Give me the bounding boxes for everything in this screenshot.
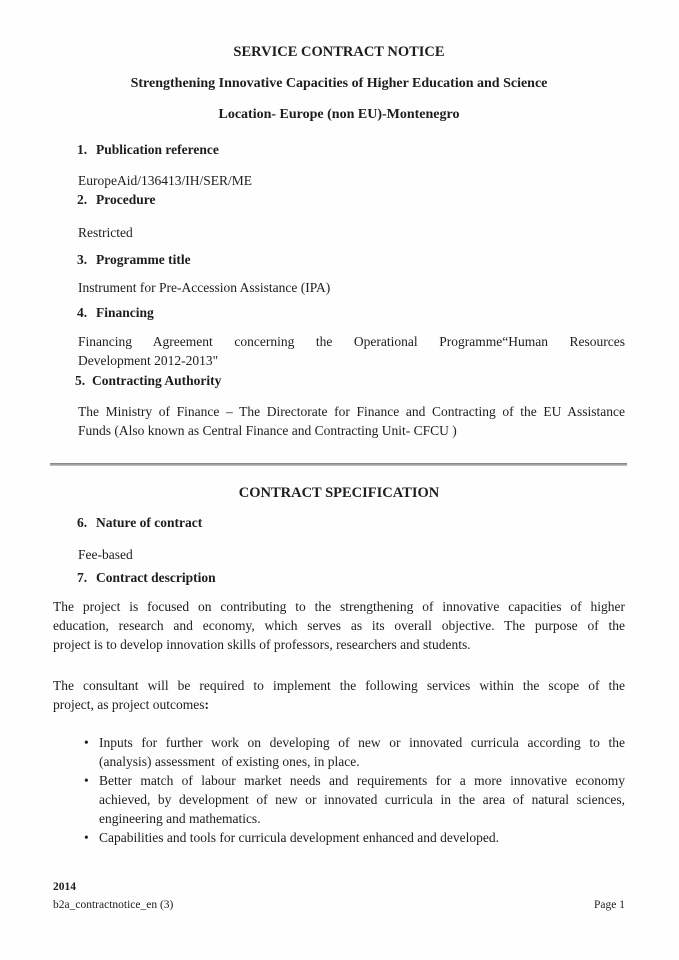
section-7-paragraph-2: [53, 676, 625, 714]
section-2-body: Restricted: [78, 225, 133, 240]
section-7-paragraph-1: [53, 597, 625, 654]
bullet-item: [53, 733, 625, 771]
bullet-item: [53, 771, 625, 828]
bullet-line: (analysis) assessment of existing ones, in place.: [99, 754, 360, 769]
footer-page-number: Page 1: [594, 899, 625, 911]
section-1-heading: [53, 140, 625, 159]
section-5-body-line: The Ministry of Finance – The Directorate for Finance and Contracting of the EU Assistance: [78, 404, 625, 419]
section-5-body: [78, 402, 625, 440]
section-5-body-line: Funds (Also known as Central Finance and Contracting Unit- CFCU ): [78, 423, 457, 438]
contract-specification-title: CONTRACT SPECIFICATION: [238, 485, 440, 501]
section-7-number: 7.: [77, 570, 88, 585]
section-6-body: Fee-based: [78, 547, 133, 562]
bullet-line: • Better match of labour market needs and requirements for a more innovative economy: [99, 773, 625, 788]
outcomes-bullet-list: [53, 733, 625, 847]
section-4-body-line: Development 2012-2013": [78, 353, 219, 368]
bullet-line: achieved, by development of new or innovated curricula in the area of natural sciences,: [99, 792, 625, 807]
paragraph-line: The consultant will be required to implement the following services within the scope of the: [53, 678, 625, 693]
section-2-heading: [53, 190, 625, 209]
paragraph-line: project is to develop innovation skills of professors, researchers and students.: [53, 637, 471, 652]
paragraph-line: [53, 695, 625, 714]
bullet-item: [53, 828, 625, 847]
section-3-title: Programme title: [96, 252, 191, 267]
section-2-title: Procedure: [96, 192, 156, 207]
section-4-title: Financing: [96, 305, 154, 320]
document-title: SERVICE CONTRACT NOTICE: [233, 44, 445, 60]
document-content: [0, 43, 679, 847]
section-1-body: EuropeAid/136413/IH/SER/ME: [78, 173, 252, 188]
section-3-heading: [53, 250, 625, 269]
bullet-line: • Capabilities and tools for curricula development enhanced and developed.: [99, 830, 499, 845]
section-6-heading: [53, 513, 625, 532]
footer-row: [53, 898, 625, 913]
section-6-number: 6.: [77, 515, 88, 530]
section-3-number: 3.: [77, 252, 88, 267]
section-6-title: Nature of contract: [96, 515, 203, 530]
paragraph-colon: :: [204, 697, 209, 712]
page-footer: [53, 880, 625, 913]
section-1-title: Publication reference: [96, 142, 219, 157]
document-subtitle: Strengthening Innovative Capacities of Higher Education and Science: [130, 76, 548, 91]
section-4-number: 4.: [77, 305, 88, 320]
section-7-title: Contract description: [96, 570, 216, 585]
paragraph-line: education, research and economy, which serves as its overall objective. The purpose of the: [53, 618, 625, 633]
section-1-number: 1.: [77, 142, 88, 157]
section-5-title: Contracting Authority: [92, 373, 222, 388]
section-4-body-line: Financing Agreement concerning the Operational Programme“Human Resources: [78, 334, 625, 349]
footer-document-reference: b2a_contractnotice_en (3): [53, 899, 174, 911]
section-5-heading: [53, 371, 625, 390]
bullet-line: engineering and mathematics.: [99, 811, 261, 826]
section-3-body: Instrument for Pre-Accession Assistance (IPA): [78, 280, 331, 295]
section-7-heading: [53, 568, 625, 587]
bullet-line: • Inputs for further work on developing of new or innovated curricula according to the: [99, 735, 625, 750]
section-divider: [50, 463, 627, 466]
footer-year: 2014: [53, 881, 76, 893]
section-5-number: 5.: [75, 373, 86, 388]
document-location-line: Location- Europe (non EU)-Montenegro: [218, 107, 460, 122]
paragraph-line: The project is focused on contributing to the strengthening of innovative capacities of higher: [53, 599, 625, 614]
section-2-number: 2.: [77, 192, 88, 207]
section-4-body: [78, 332, 625, 370]
section-4-heading: [53, 303, 625, 322]
paragraph-line-text: project, as project outcomes: [53, 697, 205, 712]
